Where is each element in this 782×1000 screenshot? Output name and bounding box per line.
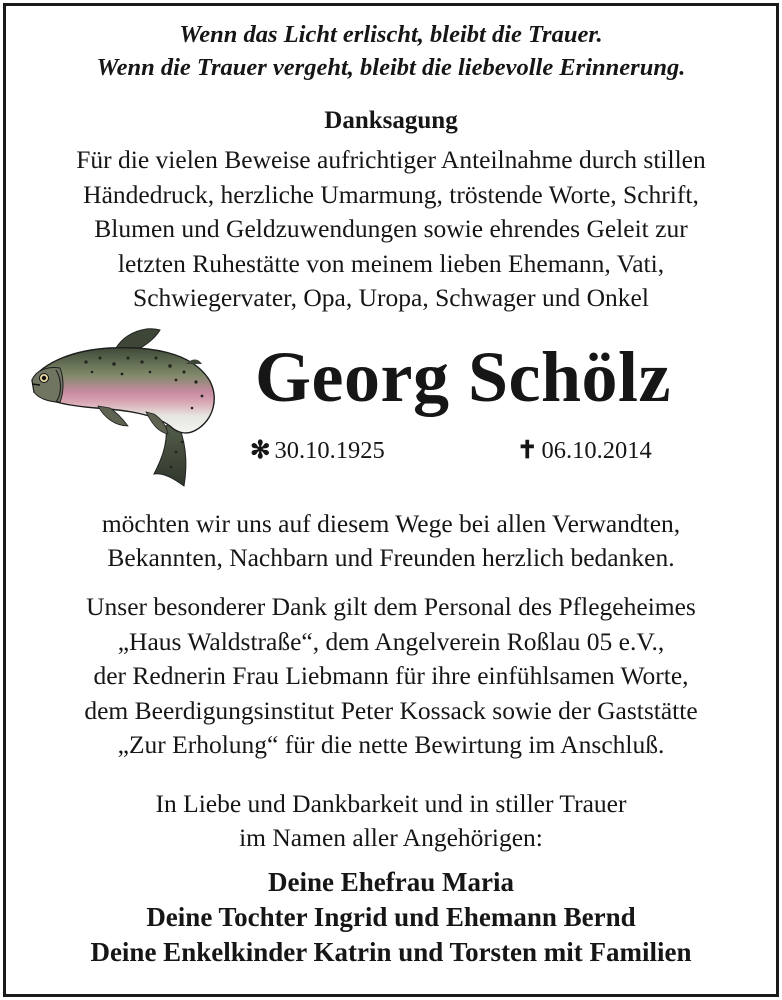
signatory-line: Deine Tochter Ingrid und Ehemann Bernd <box>146 902 636 932</box>
intro-line: Blumen und Geldzuwendungen sowie ehrendes Geleit zur <box>94 214 688 243</box>
special-thanks-line: „Zur Erholung“ für die nette Bewirtung im Anschluß. <box>117 730 665 759</box>
signatory-line: Deine Ehefrau Maria <box>268 867 514 897</box>
special-thanks-line: dem Beerdigungsinstitut Peter Kossack sowie der Gaststätte <box>84 695 698 725</box>
trout-fish-image <box>26 322 222 492</box>
cross-icon: ✝ <box>517 437 538 464</box>
danksagung-heading: Danksagung <box>324 107 458 134</box>
intro-line: Händedruck, herzliche Umarmung, tröstende Worte, Schrift, <box>83 179 699 209</box>
intro-line: Schwiegervater, Opa, Uropa, Schwager und Onkel <box>133 283 649 312</box>
intro-text <box>0 143 782 316</box>
closing-line: In Liebe und Dankbarkeit und in stiller Trauer <box>155 789 627 818</box>
deceased-name: Georg Schölz <box>255 337 671 417</box>
motto-line: Wenn das Licht erlischt, bleibt die Trauer. <box>179 21 603 48</box>
birth-date-value: 30.10.1925 <box>274 437 385 464</box>
intro-line: Für die vielen Beweise aufrichtiger Anteilnahme durch stillen <box>76 145 706 174</box>
closing-text <box>0 787 782 855</box>
intro-line: letzten Ruhestätte von meinem lieben Ehemann, Vati, <box>117 248 665 278</box>
thanks-text <box>0 507 782 575</box>
thanks-line: möchten wir uns auf diesem Wege bei allen Verwandten, <box>101 509 681 538</box>
special-thanks-line: der Rednerin Frau Liebmann für ihre einfühlsamen Worte, <box>93 661 689 690</box>
special-thanks-line: Unser besonderer Dank gilt dem Personal des Pflegeheimes <box>86 592 696 621</box>
asterisk-icon: ✻ <box>250 437 271 464</box>
thanks-line: Bekannten, Nachbarn und Freunden herzlich bedanken. <box>107 543 675 572</box>
special-thanks-text <box>0 590 782 763</box>
birth-date <box>250 436 385 466</box>
signatory-line: Deine Enkelkinder Katrin und Torsten mit Familien <box>90 937 692 967</box>
death-date-value: 06.10.2014 <box>541 437 652 464</box>
death-date <box>517 436 652 466</box>
signatories <box>0 865 782 970</box>
motto-line: Wenn die Trauer vergeht, bleibt die liebevolle Erinnerung. <box>96 54 686 81</box>
closing-line: im Namen aller Angehörigen: <box>239 823 543 852</box>
motto <box>0 18 782 84</box>
special-thanks-line: „Haus Waldstraße“, dem Angelverein Roßlau 05 e.V., <box>117 626 665 656</box>
